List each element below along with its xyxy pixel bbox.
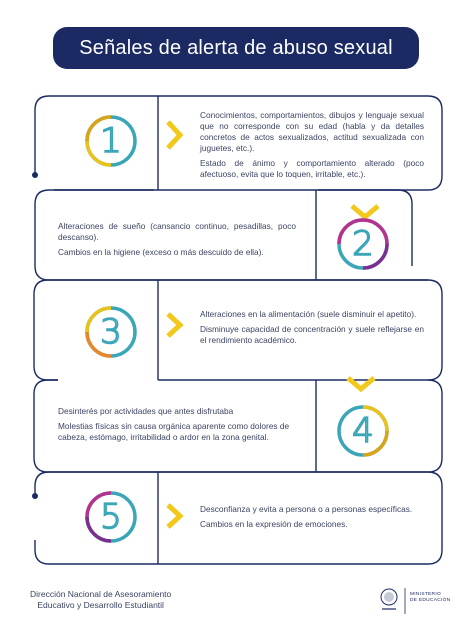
step-2-number: 2	[352, 224, 374, 264]
chevron-right-icon	[168, 505, 180, 527]
step-4-line-1: Desinterés por actividades que antes disfrutaba	[58, 406, 234, 416]
step-5-line-1: Desconfianza y evita a persona o a personas específicas.	[200, 504, 413, 514]
step-4-text	[58, 406, 298, 447]
step-1-text	[200, 110, 424, 184]
start-dot	[32, 172, 38, 178]
ministry-logo	[381, 588, 405, 614]
step-1-number: 1	[100, 121, 122, 161]
mid-dot	[32, 493, 38, 499]
step-3-line-1: Alteraciones en la alimentación (suele disminuir el apetito).	[200, 309, 417, 319]
step-2-text	[58, 221, 296, 262]
step-5-text	[200, 504, 430, 534]
step-5-line-2: Cambios en la expresión de emociones.	[200, 519, 348, 529]
step-3-text	[200, 309, 424, 350]
footer-department-line-2: Educativo y Desarrollo Estudiantil	[37, 600, 164, 610]
step-4-line-2: Molestias físicas sin causa orgánica aparente como dolores de cabeza, estómago, irritabilidad o ardor en la zona genital.	[58, 421, 290, 442]
step-1-line-1: Conocimientos, comportamientos, dibujos y lenguaje sexual que no corresponde con su edad (habla y da detalles concretos de actos sexualizados, actitud sexualizada con juguetes, etc.).	[200, 110, 424, 153]
step-1-line-2: Estado de ánimo y comportamiento alterado (poco afectuoso, evita que lo toquen, irritable, etc.).	[200, 158, 424, 179]
footer-department-line-1: Dirección Nacional de Asesoramiento	[30, 589, 172, 599]
step-3-line-2: Disminuye capacidad de concentración y suele reflejarse en el rendimiento académico.	[200, 324, 424, 345]
ministry-line-2: DE EDUCACIÓN	[410, 598, 451, 603]
page-title: Señales de alerta de abuso sexual	[79, 36, 393, 59]
ministry-name	[410, 592, 450, 604]
footer-department	[30, 589, 171, 611]
chevron-right-icon	[168, 122, 180, 148]
ministry-line-1: MINISTERIO	[410, 592, 441, 597]
chevron-down-icon	[352, 206, 378, 217]
step-5-number: 5	[100, 497, 122, 537]
step-2-line-2: Cambios en la higiene (exceso o más descuido de ella).	[58, 247, 264, 257]
step-3-number: 3	[100, 312, 122, 352]
step-4-number: 4	[352, 411, 374, 451]
step-2-line-1: Alteraciones de sueño (cansancio continuo, pesadillas, poco descanso).	[58, 221, 296, 242]
chevron-right-icon	[168, 314, 180, 336]
